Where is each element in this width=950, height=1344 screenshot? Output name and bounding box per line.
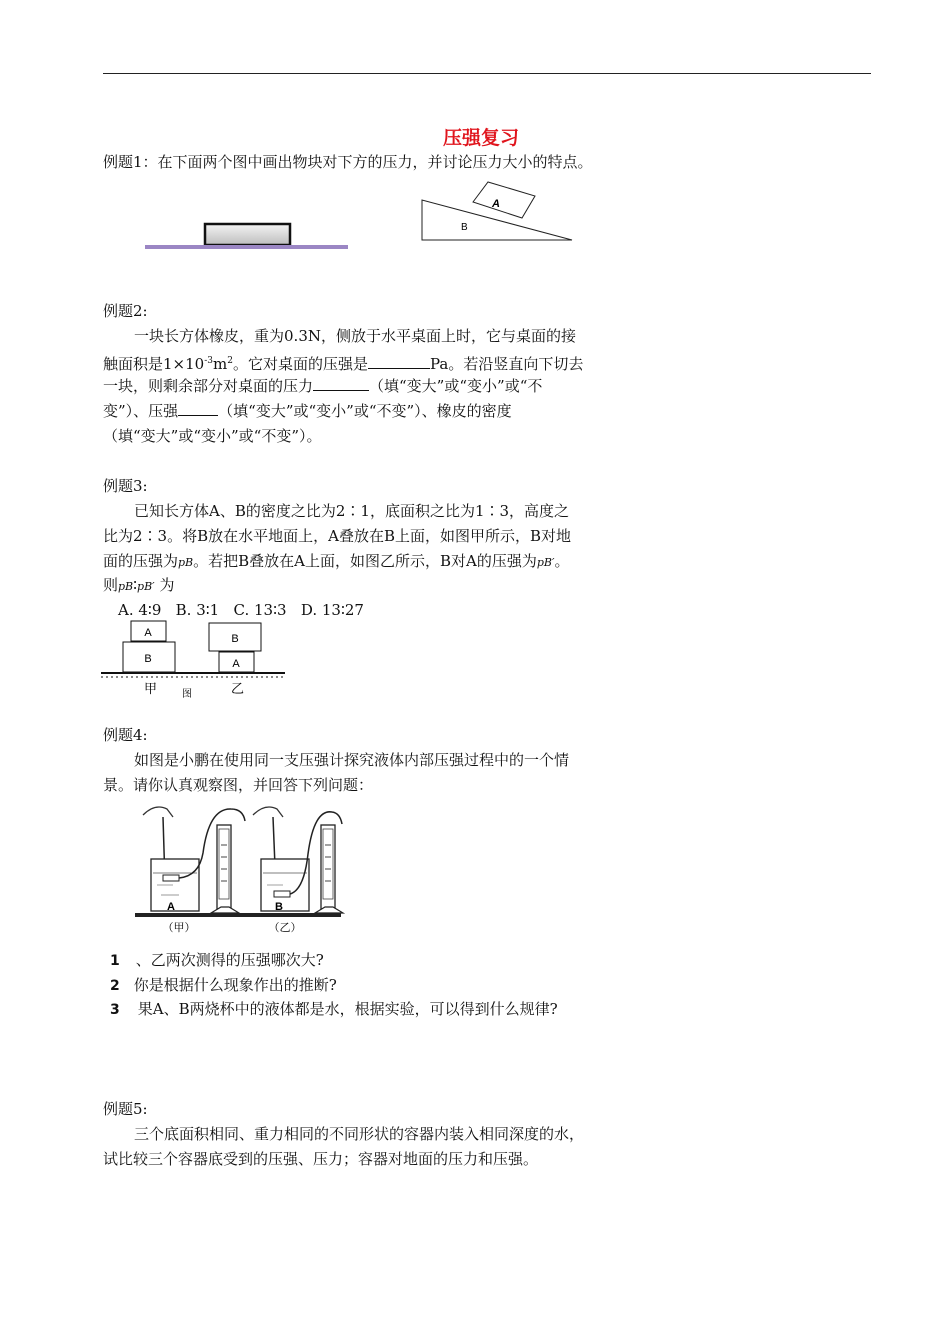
ex3-line-3-b: 。若把B叠放在A上面，如图乙所示，B对A的压强为	[193, 552, 537, 570]
ex1-figure-flat	[140, 218, 355, 254]
ex4-question-1	[110, 950, 324, 971]
ex5-line-2: 试比较三个容器底受到的压强、压力；容器对地面的压力和压强。	[103, 1150, 539, 1168]
ex4-q2-text: 你是根据什么现象作出的推断?	[133, 976, 337, 994]
ex3-fig-a1: A	[144, 627, 152, 639]
ex2-line-2-exp: -3	[204, 356, 213, 366]
ex4-question-2	[110, 975, 337, 996]
ex2-line-2-exp2: 2	[227, 356, 233, 366]
ex3-fig-a2: A	[232, 658, 240, 670]
ex4-line-1: 如图是小鹏在使用同一支压强计探究液体内部压强过程中的一个情	[134, 751, 570, 769]
ex3-figure	[100, 618, 290, 700]
ex2-line-2-c: 。它对桌面的压强是	[232, 355, 368, 373]
header-rule	[103, 73, 871, 74]
ex4-q3-num: 3	[110, 1002, 120, 1018]
ex4-question-3	[110, 999, 558, 1020]
ex4-cap-yi: （乙）	[268, 921, 302, 934]
ex4-q1-num: 1	[110, 953, 120, 969]
ex3-heading: 例题3:	[103, 477, 148, 495]
ex2-line-4	[103, 401, 512, 421]
ex2-line-2	[103, 351, 583, 374]
ex4-q3-text: 果A、B两烧杯中的液体都是水，根据实验，可以得到什么规律?	[137, 1000, 558, 1018]
ex3-fig-b2: B	[231, 633, 239, 645]
ex3-fig-b1: B	[144, 653, 152, 665]
ex4-fig-b: B	[275, 901, 283, 913]
ex1-figure-incline	[418, 180, 578, 246]
ex2-line-3	[103, 376, 542, 396]
ex4-line-2: 景。请你认真观察图，并回答下列问题：	[103, 776, 374, 794]
ex2-line-5: （填“变大”或“变小”或“不变”）。	[103, 427, 322, 445]
ex3-fig-yi: 乙	[231, 682, 245, 697]
ex4-cap-jia: （甲）	[162, 921, 196, 934]
ex1-text: 例题1：在下面两个图中画出物块对下方的压力，并讨论压力大小的特点。	[103, 153, 593, 171]
ex3-line-3-c: 。	[554, 552, 570, 570]
ex2-line-4-a: 变”）、压强	[103, 402, 179, 420]
ex2-line-3-a: 一块，则剩余部分对桌面的压力	[103, 377, 314, 395]
ex2-line-1: 一块长方体橡皮，重为0.3N，侧放于水平桌面上时，它与桌面的接	[134, 327, 576, 345]
ex3-line-4-a: 则	[103, 576, 119, 594]
ex1-label-b: B	[461, 222, 468, 233]
ex5-heading: 例题5:	[103, 1100, 148, 1118]
ex2-line-3-b: （填“变大”或“变小”或“不	[369, 377, 543, 395]
ex5-line-1: 三个底面积相同、重力相同的不同形状的容器内装入相同深度的水，	[134, 1125, 585, 1143]
ex4-figure	[133, 795, 345, 935]
ex2-blank-pressure[interactable]	[368, 354, 430, 369]
ex2-blank-press[interactable]	[178, 401, 218, 416]
ex2-line-2-d: Pa。若沿竖直向下切去	[429, 355, 584, 373]
ex2-line-4-b: （填“变大”或“变小”或“不变”）、橡皮的密度	[218, 402, 512, 420]
ex4-fig-a: A	[167, 901, 175, 913]
ex3-fig-tu: 图	[182, 689, 192, 700]
ex3-pb-prime: pB′	[536, 556, 555, 569]
ex3-options: A. 4∶9 B. 3∶1 C. 13∶3 D. 13∶27	[118, 601, 364, 619]
ex4-heading: 例题4:	[103, 726, 148, 744]
ex3-line-4	[103, 575, 174, 597]
ex4-q1-text: 、乙两次测得的压强哪次大?	[135, 951, 324, 969]
ex3-pb: pB	[178, 556, 194, 569]
page-title: 压强复习	[443, 127, 520, 149]
ex3-line-4-sep: ∶	[133, 576, 138, 594]
ex2-blank-force[interactable]	[313, 376, 369, 391]
ex3-line-1: 已知长方体A、B的密度之比为2∶1，底面积之比为1∶3，高度之	[134, 502, 570, 520]
ex3-ratio-pb-prime: pB′	[137, 580, 155, 593]
ex3-ratio-pb: pB	[118, 580, 134, 593]
ex3-line-3-a: 面的压强为	[103, 552, 179, 570]
ex3-fig-jia: 甲	[144, 682, 158, 697]
ex4-q2-num: 2	[110, 978, 120, 994]
ex3-line-3	[103, 551, 570, 573]
ex3-line-4-c: 为	[154, 576, 175, 594]
ex2-heading: 例题2:	[103, 302, 148, 320]
ex2-line-2-unit: m	[212, 355, 228, 373]
ex1-label-a: A	[492, 198, 500, 210]
ex2-line-2-a: 触面积是1×10	[103, 355, 205, 373]
ex3-line-2: 比为2∶3。将B放在水平地面上，A叠放在B上面，如图甲所示，B对地	[103, 527, 571, 545]
